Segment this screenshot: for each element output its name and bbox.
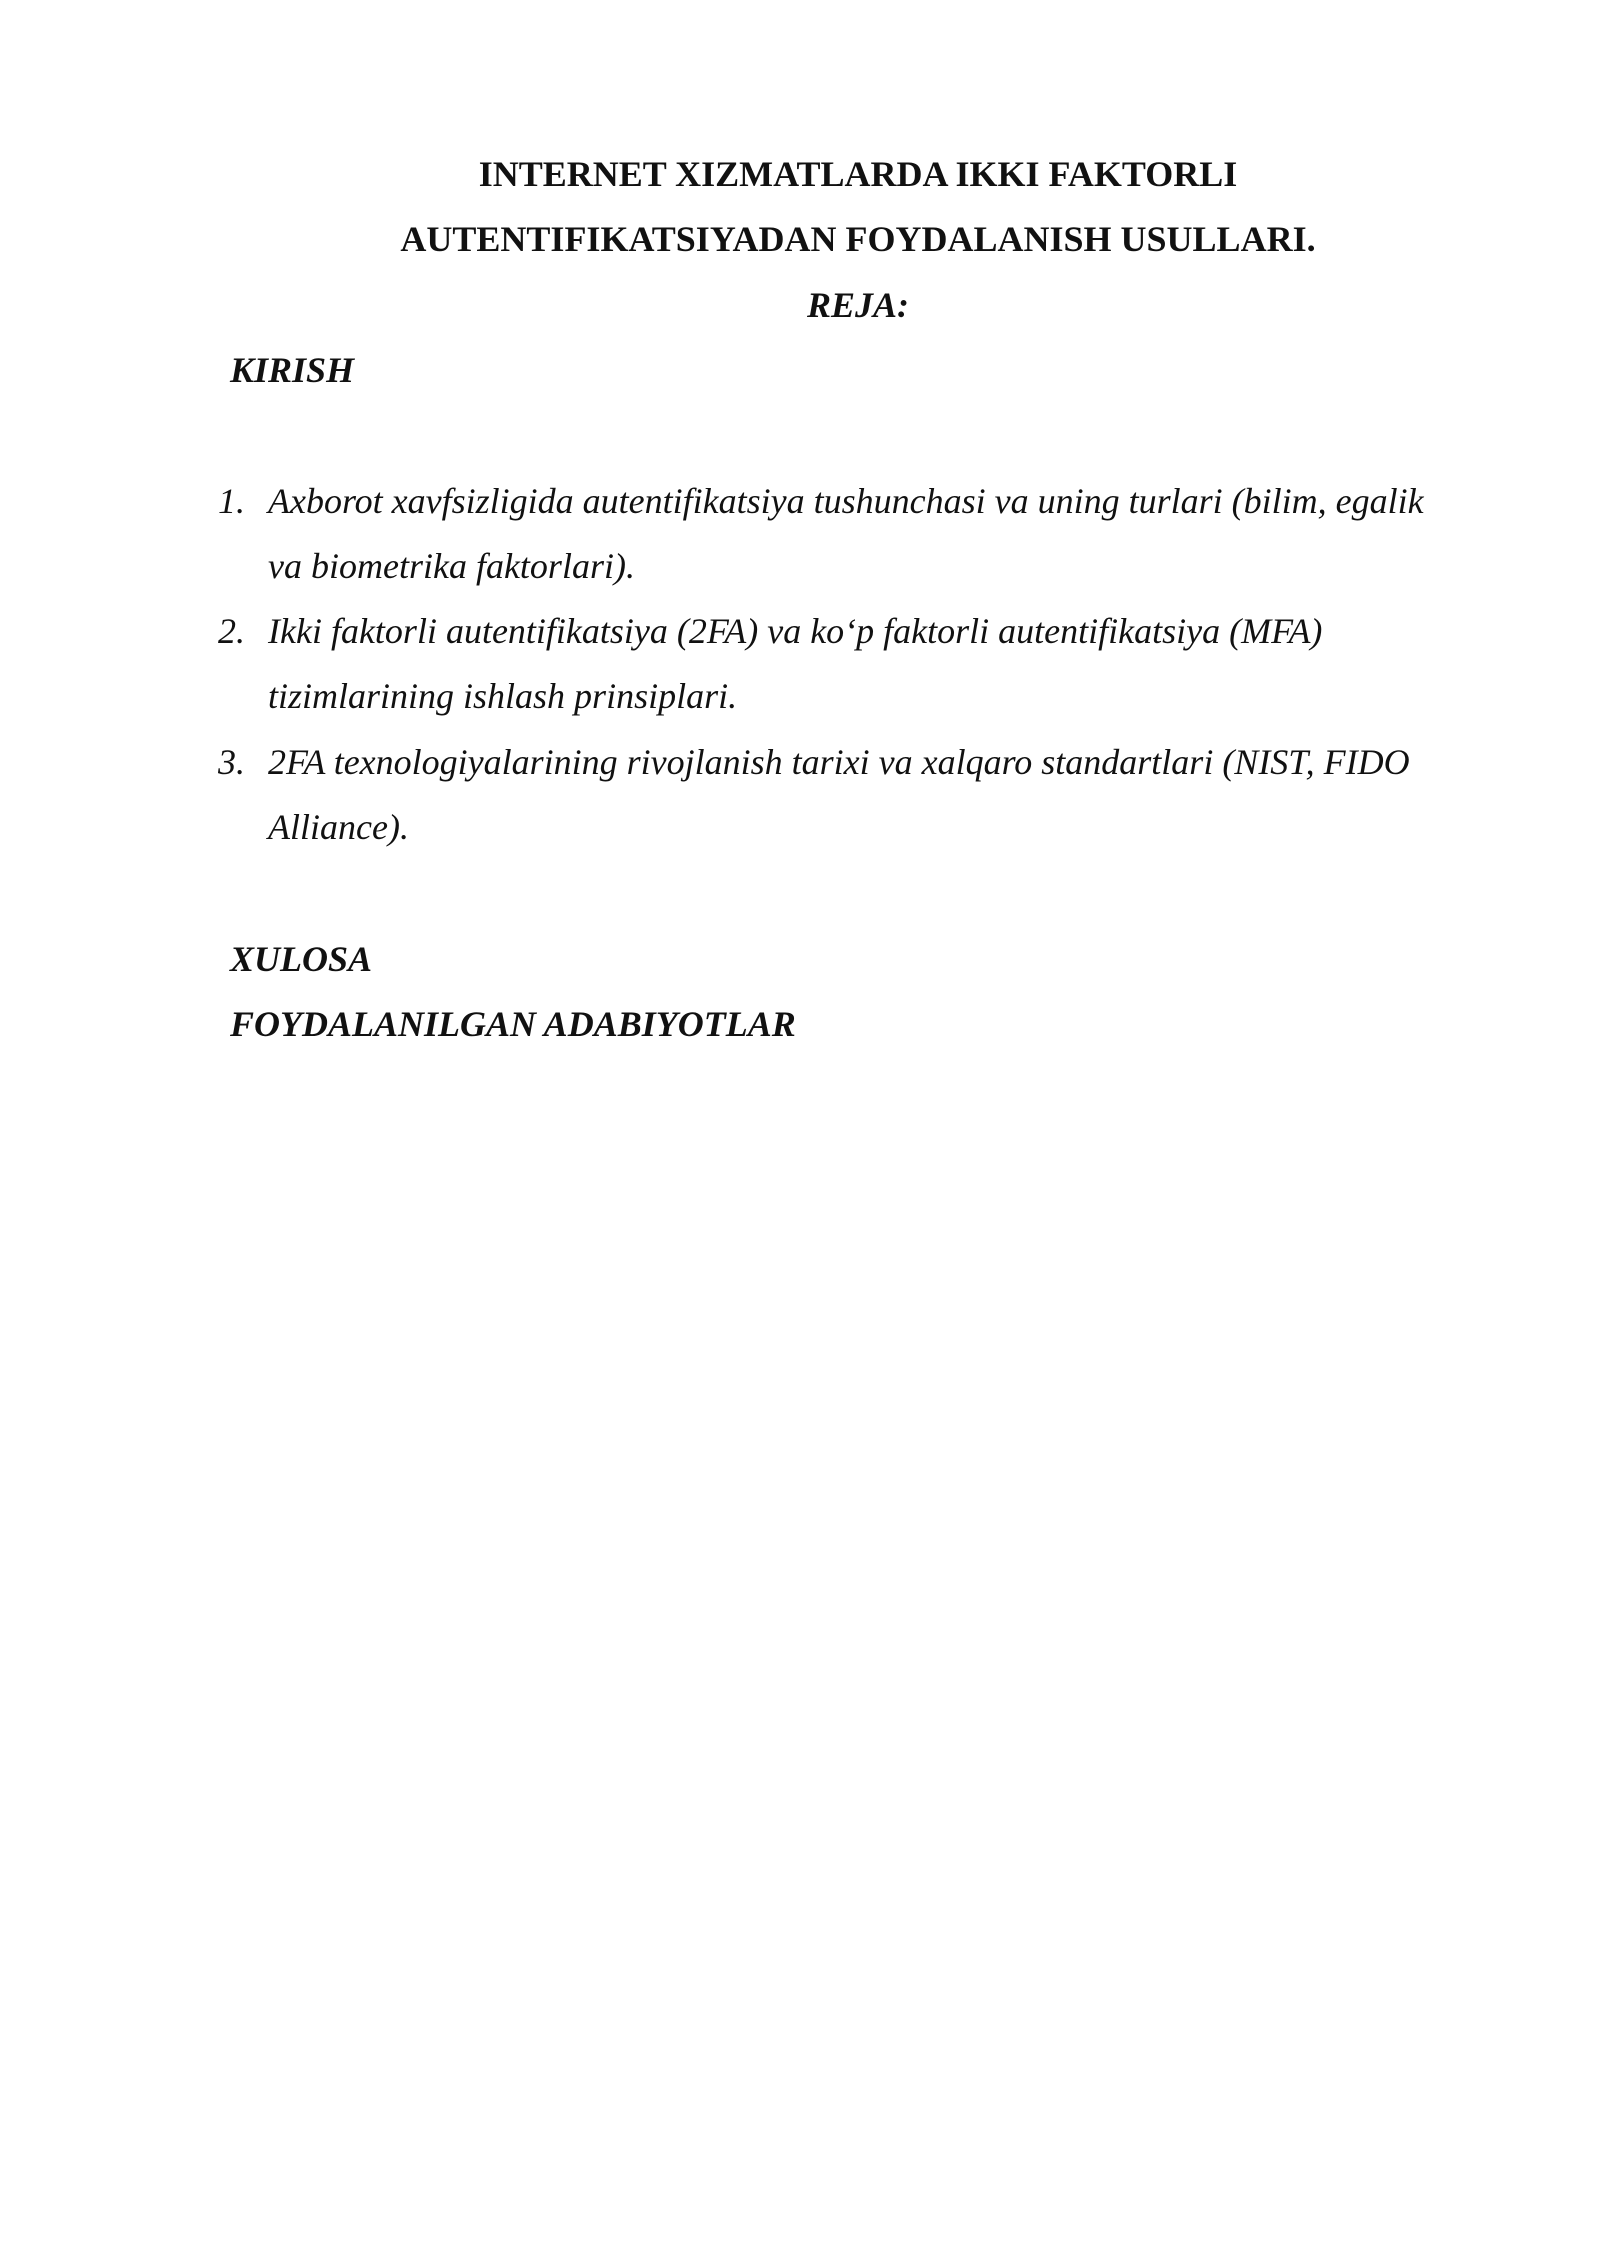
plan-item-text-line-1: Ikki faktorli autentifikatsiya (2FA) va ko‘p faktorli autentifikatsiya (MFA) <box>268 611 1323 651</box>
plan-item-number: 1. <box>218 481 245 521</box>
document-title-line-1: INTERNET XIZMATLARDA IKKI FAKTORLI <box>478 154 1238 194</box>
plan-item-text-line-2: tizimlarining ishlash prinsiplari. <box>268 676 738 716</box>
conclusion-heading: XULOSA <box>230 939 373 979</box>
plan-item-text-line-2: va biometrika faktorlari). <box>268 546 635 586</box>
plan-item-number: 2. <box>218 611 245 651</box>
references-heading: FOYDALANILGAN ADABIYOTLAR <box>230 1004 796 1044</box>
plan-item-number: 3. <box>218 742 245 782</box>
intro-heading: KIRISH <box>230 350 355 390</box>
plan-heading: REJA: <box>806 285 910 325</box>
document-title-line-2: AUTENTIFIKATSIYADAN FOYDALANISH USULLARI. <box>400 219 1316 259</box>
plan-item-text-line-1: 2FA texnologiyalarining rivojlanish tarixi va xalqaro standartlari (NIST, FIDO <box>268 742 1410 782</box>
plan-item-text-line-1: Axborot xavfsizligida autentifikatsiya tushunchasi va uning turlari (bilim, egalik <box>268 481 1424 521</box>
plan-item-text-line-2: Alliance). <box>268 807 409 847</box>
